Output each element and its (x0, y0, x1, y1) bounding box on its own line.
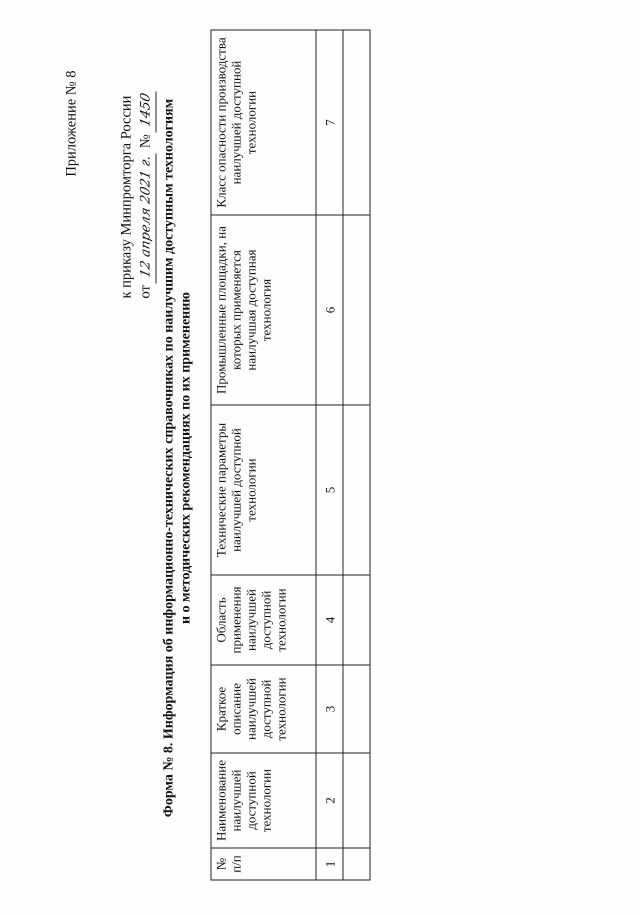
column-number-cell: 7 (316, 30, 343, 215)
column-number-cell: 6 (316, 215, 343, 405)
column-number-cell: 3 (316, 665, 343, 753)
handwritten-date: 12 апреля 2021 г. (136, 149, 156, 283)
column-number-cell: 4 (316, 575, 343, 665)
header-cell-scope: Область применения наилучшей доступной технологии (211, 575, 316, 665)
table-cell (343, 753, 370, 848)
column-number-cell: 1 (316, 848, 343, 880)
form-title-line-1: Форма № 8. Информация об информационно-технических справочниках по наилучшим доступным технологиям (161, 98, 176, 817)
table-cell (343, 665, 370, 753)
table-cell (343, 215, 370, 405)
form-title-line-2: и о методических рекомендациях по их применению (178, 291, 193, 624)
header-cell-description: Краткое описание наилучшей доступной технологии (211, 665, 316, 753)
table-cell (343, 575, 370, 665)
header-cell-hazard-class: Класс опасности производства наилучшей доступной технологии (211, 30, 316, 215)
column-number-row (316, 30, 343, 880)
table-header-row (211, 30, 316, 880)
table-cell (343, 848, 370, 880)
header-cell-name: Наименование наилучшей доступной технологии (211, 753, 316, 848)
table-cell (343, 30, 370, 215)
number-prefix: № (137, 133, 153, 148)
table-row (343, 30, 370, 880)
appendix-header (62, 30, 156, 360)
appendix-label: Приложение № 8 (63, 70, 79, 177)
date-prefix: от (137, 284, 153, 298)
table-cell (343, 405, 370, 575)
column-number-cell: 5 (316, 405, 343, 575)
order-date-line (136, 30, 156, 298)
handwritten-number: 1450 (136, 87, 156, 132)
order-reference: к приказу Минпромторга России (118, 95, 134, 298)
form-title (160, 0, 194, 915)
column-number-cell: 2 (316, 753, 343, 848)
header-cell-sites: Промышленные площадки, на которых применяется наилучшая доступная технология (211, 215, 316, 405)
header-cell-number: № п/п (211, 848, 316, 880)
form-table (210, 29, 370, 880)
header-cell-parameters: Технические параметры наилучшей доступной технологии (211, 405, 316, 575)
